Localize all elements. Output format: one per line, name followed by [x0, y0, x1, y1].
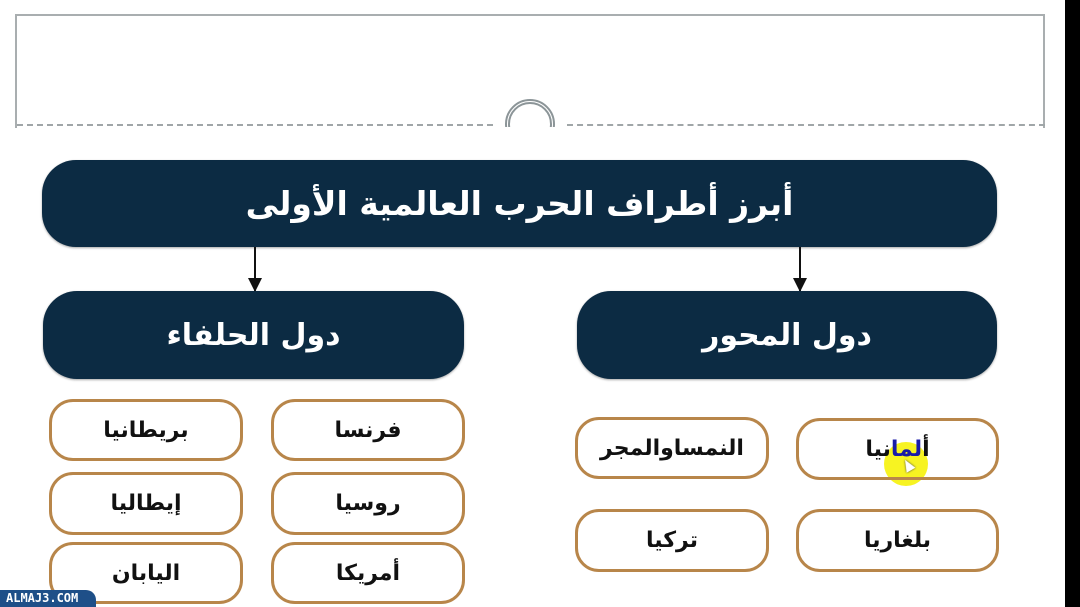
country-bulgaria[interactable]: [796, 509, 999, 572]
country-britain[interactable]: [49, 399, 243, 461]
diagram-title-text: أبرز أطراف الحرب العالمية الأولى: [245, 184, 794, 223]
axis-powers-header: [577, 291, 997, 379]
arrow-down-icon: [799, 247, 801, 291]
arrow-down-icon: [254, 247, 256, 291]
country-label: تركيا: [646, 528, 698, 553]
rotate-handle-icon[interactable]: [505, 99, 555, 149]
country-label: أمريكا: [335, 560, 401, 586]
country-austria-hungary[interactable]: [575, 417, 769, 479]
country-label: ألمانيا: [865, 436, 930, 462]
allied-powers-header: [43, 291, 464, 379]
country-label: روسيا: [335, 491, 401, 516]
country-france[interactable]: [271, 399, 465, 461]
country-america[interactable]: [271, 542, 465, 604]
country-turkey[interactable]: [575, 509, 769, 572]
watermark-logo: ALMAJ3.COM: [0, 590, 96, 607]
axis-powers-label: دول المحور: [702, 317, 872, 353]
window-edge: [1065, 0, 1080, 607]
country-russia[interactable]: [271, 472, 465, 535]
country-label: النمساوالمجر: [600, 435, 744, 461]
country-italy[interactable]: [49, 472, 243, 535]
country-label: اليابان: [111, 560, 181, 586]
diagram-title: [42, 160, 997, 247]
country-label: إيطاليا: [110, 491, 182, 516]
country-label: بريطانيا: [103, 417, 189, 443]
country-germany[interactable]: [796, 418, 999, 480]
placeholder-dashed-border-right: [567, 124, 1045, 126]
country-label: فرنسا: [334, 417, 402, 443]
country-label: بلغاريا: [863, 528, 932, 553]
text-selection: لما: [890, 436, 923, 462]
placeholder-dashed-border-left: [17, 124, 493, 126]
allied-powers-label: دول الحلفاء: [166, 317, 341, 353]
